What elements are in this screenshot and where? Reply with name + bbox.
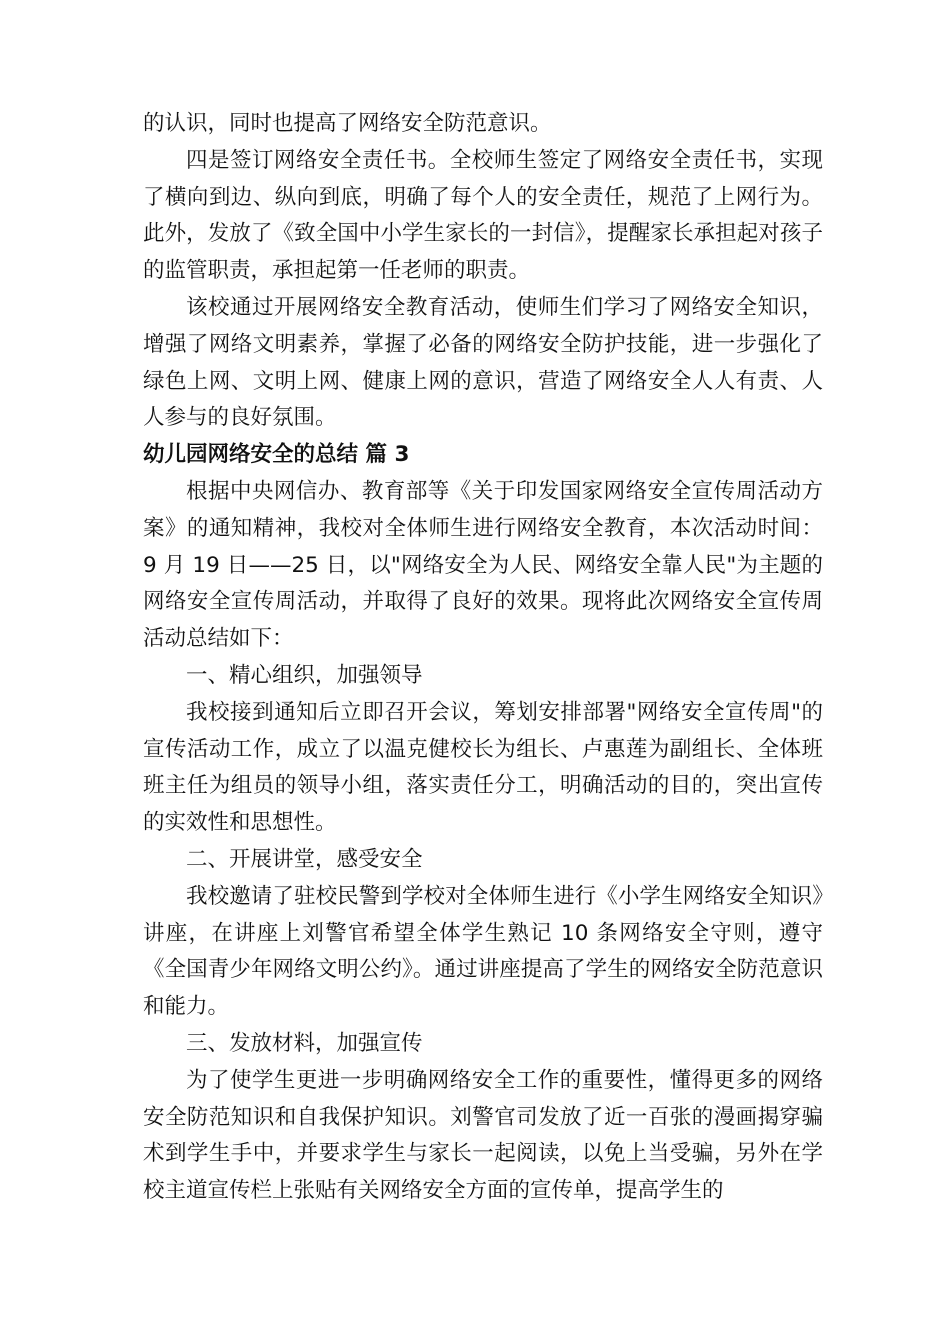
subheading-lecture: 二、开展讲堂，感受安全	[186, 846, 423, 872]
paragraph-materials: 为了使学生更进一步明确网络安全工作的重要性，懂得更多的网络安全防范知识和自我保护知识。刘警官司发放了近一百张的漫画揭穿骗术到学生手中，并要求学生与家长一起阅读，以免上当受骗，另外在学校主道宣传栏上张贴有关网络安全方面的宣传单，提高学生的	[143, 1067, 823, 1204]
paragraph-lecture: 我校邀请了驻校民警到学校对全体师生进行《小学生网络安全知识》讲座，在讲座上刘警官希望全体学生熟记 10 条网络安全守则，遵守《全国青少年网络文明公约》。通过讲座提高了学生的网络安全防范意识和能力。	[143, 883, 823, 1020]
paragraph-organize: 我校接到通知后立即召开会议，筹划安排部署"网络安全宣传周"的宣传活动工作，成立了以温克健校长为组长、卢惠莲为副组长、全体班班主任为组员的领导小组，落实责任分工，明确活动的目的，突出宣传的实效性和思想性。	[143, 699, 823, 836]
document-page	[143, 106, 823, 1210]
paragraph-intro: 根据中央网信办、教育部等《关于印发国家网络安全宣传周活动方案》的通知精神，我校对全体师生进行网络安全教育，本次活动时间：9 月 19 日——25 日，以"网络安全为人民、网络安全靠人民"为主题的网络安全宣传周活动，并取得了良好的效果。现将此次网络安全宣传周活动总结如下：	[143, 478, 823, 652]
subheading-materials: 三、发放材料，加强宣传	[186, 1030, 423, 1056]
paragraph-school-summary: 该校通过开展网络安全教育活动，使师生们学习了网络安全知识，增强了网络文明素养，掌握了必备的网络安全防护技能，进一步强化了绿色上网、文明上网、健康上网的意识，营造了网络安全人人有责、人人参与的良好氛围。	[143, 294, 823, 431]
section-heading: 幼儿园网络安全的总结 篇 3	[143, 442, 410, 468]
paragraph-responsibility-letter: 四是签订网络安全责任书。全校师生签定了网络安全责任书，实现了横向到边、纵向到底，明确了每个人的安全责任，规范了上网行为。此外，发放了《致全国中小学生家长的一封信》，提醒家长承担起对孩子的监管职责，承担起第一任老师的职责。	[143, 147, 823, 284]
subheading-organize: 一、精心组织，加强领导	[186, 662, 423, 688]
paragraph-continuation: 的认识，同时也提高了网络安全防范意识。	[143, 111, 552, 136]
